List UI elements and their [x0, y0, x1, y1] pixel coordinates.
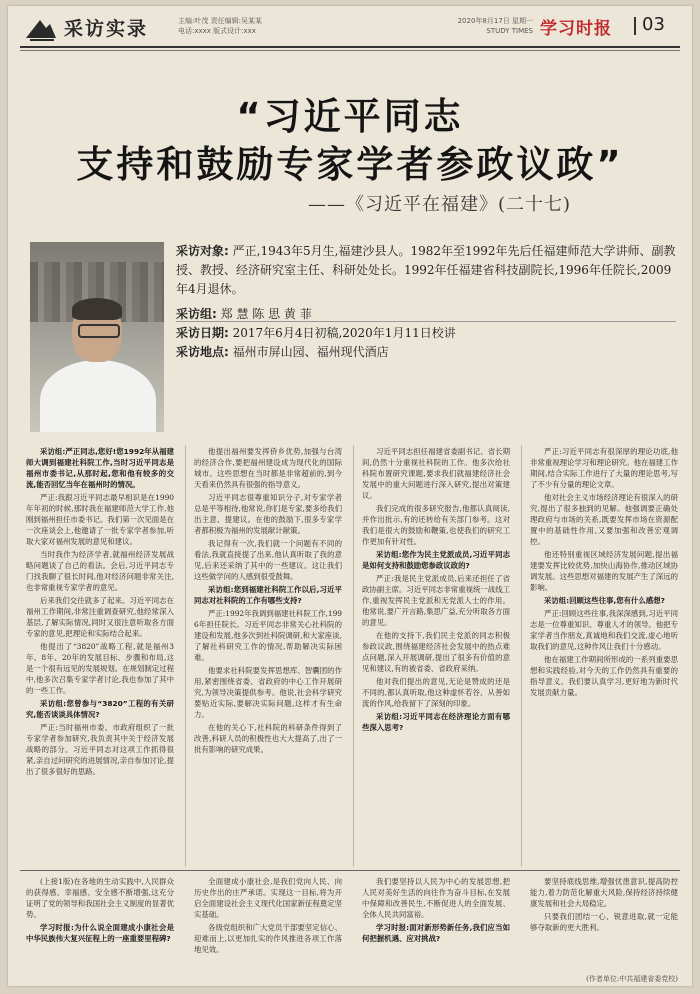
- answer-paragraph: 严正:习近平同志有很深厚的理论功底,他非常重视理论学习和理论研究。他在福建工作期间,结合实际工作进行了大量的理论思考,写了不少有分量的理论文章。: [530, 447, 678, 489]
- answer-paragraph: 当时我作为经济学者,就福州经济发展战略问题谈了自己的看法。会后,习近平同志专门找我聊了很长时间,他对经济问题非常关注,也非常重视专家学者的意见。: [26, 550, 174, 592]
- info-interviewer-text: 郑 慧 陈 思 黄 菲: [220, 307, 312, 321]
- bottom-column-1: [26, 876, 174, 946]
- photo-figure-glasses: [78, 324, 120, 338]
- page-number-divider: [634, 17, 636, 35]
- article-column-3: [362, 446, 510, 866]
- answer-paragraph: 后来我们交往就多了起来。习近平同志在福州工作期间,非常注重调查研究,他经常深入基层,了解实际情况,同时又很注意听取各方面专家的意见,把理论和实际结合起来。: [26, 596, 174, 638]
- info-divider: [176, 321, 676, 322]
- answer-paragraph: 他要求社科院要发挥思想库、智囊团的作用,紧密围绕省委、省政府的中心工作开展研究,为领导决策提供参考。他说,社会科学研究要贴近实际,要解决实际问题,这样才有生命力。: [194, 666, 342, 719]
- info-interviewer-label: 采访组:: [176, 307, 217, 321]
- photo-figure-body: [40, 360, 156, 432]
- header-english-name: STUDY TIMES: [486, 27, 533, 35]
- header-meta-left: [178, 16, 348, 36]
- answer-paragraph: 在他的支持下,我们民主党派的同志积极参政议政,围绕福建经济社会发展中的热点难点问题,深入开展调研,提出了很多有价值的意见和建议,有的被省委、省政府采纳。: [362, 631, 510, 673]
- page-number: 03: [642, 14, 665, 35]
- answer-paragraph: 他提出了“3820”战略工程,就是福州3年、8年、20年的发展目标、步骤和布局,这是一个很有远见的发展规划。在规划制定过程中,他多次召集专家学者讨论,我也参加了其中的一些工作。: [26, 642, 174, 695]
- question-paragraph: 学习时报:为什么说全面建成小康社会是中华民族伟大复兴征程上的一座重要里程碑?: [26, 923, 174, 943]
- article-column-1: [26, 446, 174, 866]
- headline-subtitle: ——《习近平在福建》(二十七): [308, 194, 572, 215]
- question-paragraph: 采访组:习近平同志在经济理论方面有哪些深入思考?: [362, 712, 510, 732]
- answer-paragraph: (上接1版)在各地的生动实践中,人民群众的获得感、幸福感、安全感不断增强,这充分证明了党的领导和我国社会主义制度的显著优势。: [26, 877, 174, 919]
- info-subject: [176, 242, 676, 299]
- bottom-column-3: [362, 876, 510, 946]
- headline-line-2: 支持和鼓励专家学者参政议政”: [76, 143, 624, 186]
- info-subject-label: 采访对象:: [176, 244, 229, 258]
- answer-paragraph: 全面建成小康社会,是我们党向人民、向历史作出的庄严承诺。实现这一目标,将为开启全面建设社会主义现代化国家新征程奠定坚实基础。: [194, 877, 342, 919]
- header-meta-left-1: 主编:叶茂 责任编辑:吴某某: [178, 17, 262, 25]
- interview-info: [176, 242, 676, 362]
- page-header: [8, 6, 692, 50]
- question-paragraph: 采访组:您曾参与“3820”工程的有关研究,能否谈谈具体情况?: [26, 699, 174, 719]
- answer-paragraph: 他对社会主义市场经济理论有很深入的研究,提出了很多独到的见解。他强调要正确处理政府与市场的关系,既要发挥市场在资源配置中的基础性作用,又要加强和改善宏观调控。: [530, 493, 678, 546]
- section-title: 采访实录: [64, 18, 149, 40]
- answer-paragraph: 严正:我跟习近平同志最早相识是在1990年年初的时候,那时我在福建师范大学工作,他刚到福州担任市委书记。我们第一次见面是在一次座谈会上,他邀请了一批专家学者参加,听取大家对福州发展的意见和建议。: [26, 493, 174, 546]
- interviewee-photo: [30, 242, 164, 432]
- answer-paragraph: 我记得有一次,我们就一个问题有不同的看法,我就直接提了出来,他认真听取了我的意见,后来还采纳了其中的一些建议。这让我们这些做学问的人感到很受鼓舞。: [194, 539, 342, 581]
- info-place-label: 采访地点:: [176, 345, 229, 359]
- answer-paragraph: 他在福建工作期间所形成的一系列重要思想和实践经验,对今天的工作仍然具有重要的指导意义。我们要认真学习,更好地为新时代发展贡献力量。: [530, 655, 678, 697]
- info-time: [176, 324, 676, 343]
- info-place-text: 福州市屏山园、福州现代酒店: [232, 345, 389, 359]
- headline-line-1: “习近平同志: [236, 95, 464, 138]
- bottom-column-4: [530, 876, 678, 935]
- question-paragraph: 采访组:回顾这些往事,您有什么感想?: [544, 596, 665, 605]
- question-paragraph: 学习时报:面对新形势新任务,我们应当如何把握机遇、应对挑战?: [362, 923, 510, 943]
- answer-paragraph: 严正:当时福州市委、市政府组织了一批专家学者参加研究,我负责其中关于经济发展战略的部分。习近平同志对这项工作抓得很紧,亲自过问研究的进展情况,亲自参加讨论,提出了很多很好的思路。: [26, 723, 174, 776]
- answer-paragraph: 他还特别重视区域经济发展问题,提出福建要发挥比较优势,加快山海协作,推动区域协调发展。这些思想对福建的发展产生了深远的影响。: [530, 550, 678, 592]
- question-paragraph: 采访组:严正同志,您好!您1992年从福建师大调到福建社科院工作,当时习近平同志是福州市委书记,从那时起,您和他有较多的交流,能否回忆当年在福州时的情况。: [26, 447, 174, 489]
- bottom-column-2: [194, 876, 342, 957]
- answer-paragraph: 他对我们提出的意见,无论是赞成的还是不同的,都认真听取,他这种虚怀若谷、从善如流的作风,给我留下了深刻的印象。: [362, 677, 510, 708]
- bottom-section-rule: [20, 870, 680, 871]
- info-time-label: 采访日期:: [176, 326, 229, 340]
- article-column-4: [530, 446, 678, 866]
- answer-paragraph: 严正:我是民主党派成员,后来还担任了省政协副主席。习近平同志非常重视统一战线工作,重视发挥民主党派和无党派人士的作用。他常说,要广开言路,集思广益,充分听取各方面的意见。: [362, 574, 510, 627]
- photo-figure-hair: [72, 298, 122, 320]
- answer-paragraph: 要坚持底线思维,增强忧患意识,提高防控能力,着力防范化解重大风险,保持经济持续健康发展和社会大局稳定。: [530, 877, 678, 908]
- info-subject-text: 严正,1943年5月生,福建沙县人。1982年至1992年先后任福建师范大学讲师、副教授、教授、经济研究室主任、科研处处长。1992年任福建省科技副院长,1996年任院长,2009年4月退休。: [176, 244, 676, 296]
- question-paragraph: 采访组:您作为民主党派成员,习近平同志是如何支持和鼓励您参政议政的?: [362, 550, 510, 570]
- question-paragraph: 采访组:您到福建社科院工作以后,习近平同志对社科院的工作有哪些支持?: [194, 585, 342, 605]
- answer-paragraph: 各级党组织和广大党员干部要坚定信心、迎难而上,以更加扎实的作风推进各项工作落地见效。: [194, 923, 342, 954]
- masthead: 学习时报: [540, 19, 612, 39]
- answer-paragraph: 只要我们团结一心、锐意进取,就一定能够夺取新的更大胜利。: [530, 912, 678, 932]
- answer-paragraph: 严正:回顾这些往事,我深深感到,习近平同志是一位尊重知识、尊重人才的领导。他把专家学者当作朋友,真诚地和我们交流,虚心地听取我们的意见,这种作风让我们十分感动。: [530, 609, 678, 651]
- article-column-2: [194, 446, 342, 866]
- info-time-text: 2017年6月4日初稿,2020年1月11日校讲: [232, 326, 456, 340]
- article-body: [26, 446, 676, 866]
- answer-paragraph: 严正:1992年我调到福建社科院工作,1996年担任院长。习近平同志非常关心社科院的建设和发展,他多次到社科院调研,和大家座谈,了解社科研究工作的情况,帮助解决实际困难。: [194, 609, 342, 662]
- newspaper-page: [8, 6, 692, 986]
- info-place: [176, 343, 676, 362]
- header-meta-left-2: 电话:xxxx 版式设计:xxx: [178, 27, 256, 35]
- bottom-article: [26, 876, 676, 984]
- answer-paragraph: 他提出福州要发挥侨乡优势,加强与台湾的经济合作,要把福州建设成为现代化的国际城市。这些思想在当时都是非常超前的,到今天看来仍然具有很强的指导意义。: [194, 447, 342, 489]
- answer-paragraph: 我们完成的很多研究报告,他都认真阅读,并作出批示,有的还转给有关部门参考。这对我们是很大的鼓励和鞭策,也使我们的研究工作更加有针对性。: [362, 504, 510, 546]
- answer-paragraph: 习近平同志很尊重知识分子,对专家学者总是平等相待,他常说,你们是专家,要多给我们出主意、提建议。在他的鼓励下,很多专家学者都积极为福州的发展献计献策。: [194, 493, 342, 535]
- answer-paragraph: 在他的关心下,社科院的科研条件得到了改善,科研人员的积极性也大大提高了,出了一批有影响的研究成果。: [194, 723, 342, 754]
- header-meta-right: [423, 16, 533, 36]
- header-rule-thin: [20, 50, 680, 51]
- header-date: 2020年8月17日 星期一: [457, 17, 533, 25]
- section-emblem-icon: [24, 16, 58, 42]
- answer-paragraph: 我们要坚持以人民为中心的发展思想,把人民对美好生活的向往作为奋斗目标,在发展中保障和改善民生,不断促进人的全面发展、全体人民共同富裕。: [362, 877, 510, 919]
- answer-paragraph: 习近平同志担任福建省委副书记、省长期间,仍然十分重视社科院的工作。他多次给社科院布置研究课题,要求我们就福建经济社会发展中的重大问题进行深入研究,提出对策建议。: [362, 447, 510, 500]
- author-credit: (作者单位:中共福建省委党校): [586, 975, 678, 983]
- header-rule-thick: [20, 46, 680, 48]
